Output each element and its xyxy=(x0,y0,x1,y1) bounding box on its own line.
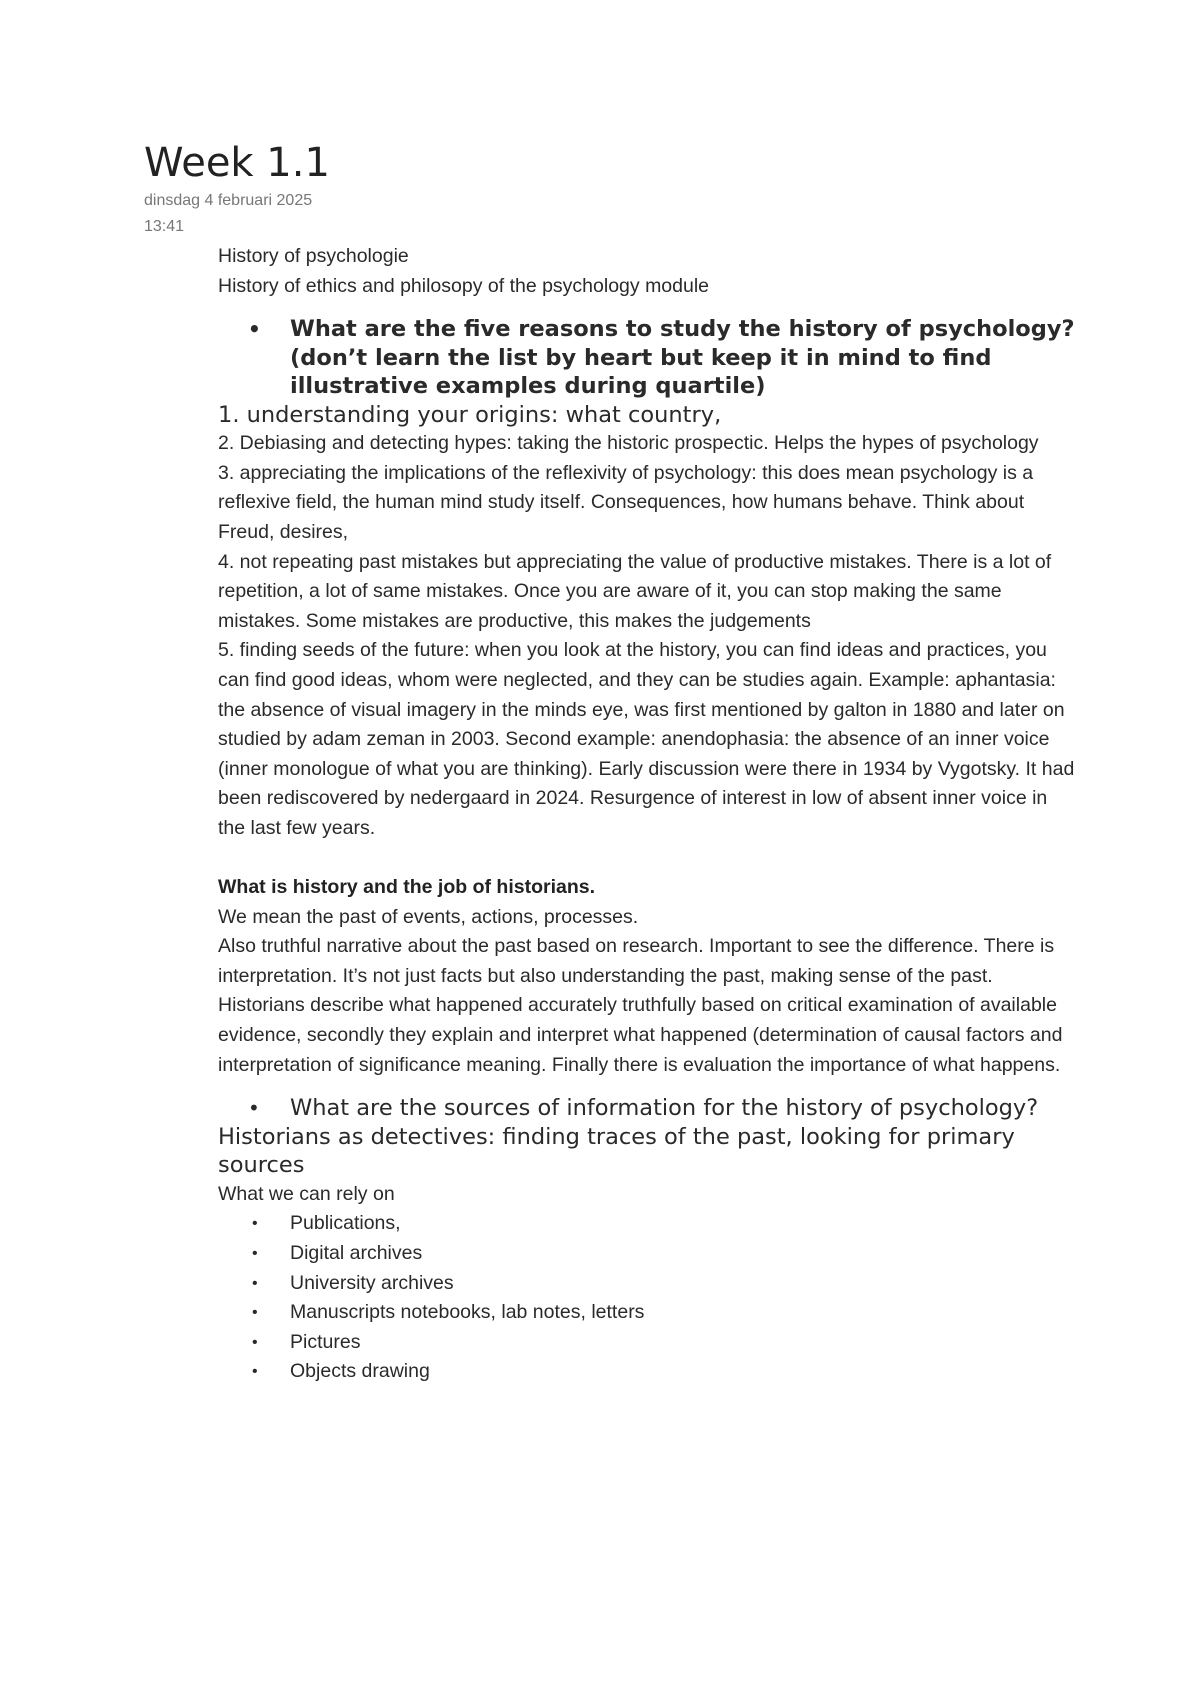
bullet-icon: • xyxy=(252,1304,258,1322)
intro-line-1: History of psychologie xyxy=(218,245,409,267)
bullet-icon: • xyxy=(252,1244,258,1262)
question-sources-text: What are the sources of information for the history of psychology? xyxy=(290,1095,1039,1122)
list-item: • Publications, xyxy=(218,1209,1078,1239)
note-time: 13:41 xyxy=(144,218,185,235)
note-body xyxy=(218,242,1078,1387)
list-item: • Objects drawing xyxy=(218,1357,1078,1387)
bullet-icon: • xyxy=(252,1363,258,1381)
list-item: • University archives xyxy=(218,1269,1078,1299)
bullet-icon: • xyxy=(252,1215,258,1233)
page-title: Week 1.1 xyxy=(144,140,330,186)
history-heading: What is history and the job of historians. xyxy=(218,876,596,899)
question-five-reasons xyxy=(218,315,1078,401)
note-date: dinsdag 4 februari 2025 xyxy=(144,192,313,209)
intro-line-2: History of ethics and philosopy of the psychology module xyxy=(218,274,710,297)
sources-list xyxy=(218,1209,1078,1387)
bullet-icon: • xyxy=(248,317,261,342)
reason-5: 5. finding seeds of the future: when you look at the history, you can find ideas and practices, you can find good ideas, whom were neglected, and they can be studies again. Example: aphantasia: the absence of visual imagery in the minds eye, was first mentioned by galton in 1880 and later on studied by adam zeman in 2003. Second example: anendophasia: the absence of an inner voice (inner monologue of what you are thinking). Early discussion were there in 1934 by Vygotsky. It had been rediscovered by nedergaard in 2024. Resurgence of interest in low of absent inner voice in the last few years. xyxy=(218,639,1075,839)
reason-2: 2. Debiasing and detecting hypes: taking the historic prospectic. Helps the hypes of psychology xyxy=(218,432,1039,455)
question-five-reasons-text: What are the five reasons to study the history of psychology? (don’t learn the list by heart but keep it in mind to find illustrative examples during quartile) xyxy=(290,316,1075,400)
rely-on-label: What we can rely on xyxy=(218,1182,395,1205)
historians-detectives: Historians as detectives: finding traces of the past, looking for primary sources xyxy=(218,1123,1015,1179)
reason-3: 3. appreciating the implications of the reflexivity of psychology: this does mean psychology is a reflexive field, the human mind study itself. Consequences, how humans behave. Think about Freud, desires, xyxy=(218,461,1034,543)
bullet-icon: • xyxy=(252,1274,258,1292)
question-sources xyxy=(218,1094,1078,1123)
list-item: • Manuscripts notebooks, lab notes, letters xyxy=(218,1298,1078,1328)
reason-4: 4. not repeating past mistakes but appreciating the value of productive mistakes. There is a lot of repetition, a lot of same mistakes. Once you are aware of it, you can stop making the same mistakes. Some mistakes are productive, this makes the judgements xyxy=(218,550,1052,632)
list-item: • Pictures xyxy=(218,1328,1078,1358)
list-item: • Digital archives xyxy=(218,1239,1078,1269)
reason-1: 1. understanding your origins: what country, xyxy=(218,401,722,428)
history-paragraph-1: We mean the past of events, actions, processes. xyxy=(218,905,639,928)
bullet-icon: • xyxy=(252,1333,258,1351)
history-paragraph-2: Also truthful narrative about the past based on research. Important to see the difference. There is interpretation. It’s not just facts but also understanding the past, making sense of the past. Historians describe what happened accurately truthfully based on critical examination of available evidence, secondly they explain and interpret what happened (determination of causal factors and interpretation of significance meaning. Finally there is evaluation the importance of what happens. xyxy=(218,935,1063,1076)
bullet-icon: • xyxy=(248,1096,260,1121)
